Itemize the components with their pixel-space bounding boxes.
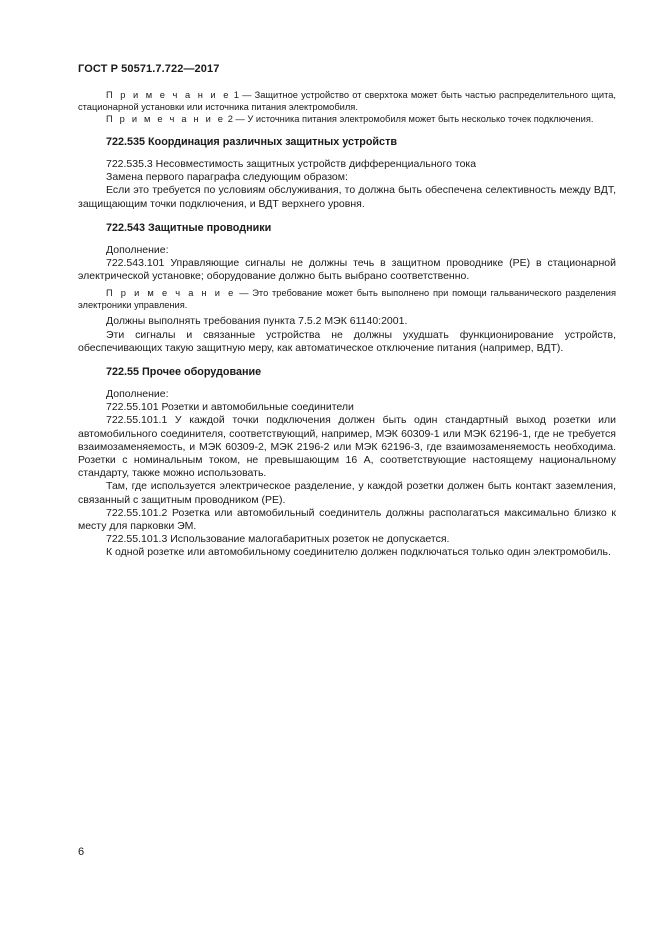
note-text: 2 — У источника питания электромобиля может быть несколько точек подключения. bbox=[225, 114, 594, 124]
paragraph: 722.55.101 Розетки и автомобильные соединители bbox=[106, 401, 354, 414]
note-label: П р и м е ч а н и е bbox=[106, 288, 236, 299]
note-text: 1 — Защитное устройство от сверхтока может быть частью распределительного щита, стационарной установки или источника питания электромобиля. bbox=[78, 90, 617, 112]
note-text: — Это требование может быть выполнено при помощи гальванического разделения электроники управления. bbox=[78, 288, 616, 311]
paragraph: Если это требуется по условиям обслуживания, то должна быть обеспечена селективность между ВДТ, защищающим точки подключения, и ВДТ верхнего уровня. bbox=[78, 184, 616, 210]
paragraph: Дополнение: bbox=[106, 388, 169, 401]
note-3 bbox=[78, 287, 616, 311]
paragraph: Дополнение: bbox=[106, 243, 169, 256]
paragraph: Замена первого параграфа следующим образом: bbox=[106, 171, 348, 184]
paragraph: Там, где используется электрическое разделение, у каждой розетки должен быть контакт заземления, связанный с защитным проводником (PE). bbox=[78, 480, 616, 506]
document-header: ГОСТ Р 50571.7.722—2017 bbox=[78, 63, 220, 75]
page-number: 6 bbox=[78, 846, 85, 858]
paragraph: 722.55.101.3 Использование малогабаритных розеток не допускается. bbox=[106, 533, 450, 546]
document-body bbox=[78, 89, 616, 560]
paragraph: 722.543.101 Управляющие сигналы не должны течь в защитном проводнике (PE) в стационарной электрической установке; оборудование должно быть выбрано соответственно. bbox=[78, 257, 616, 283]
paragraph: 722.535.3 Несовместимость защитных устройств дифференциального тока bbox=[106, 158, 477, 170]
section-heading-722-535: 722.535 Координация различных защитных устройств bbox=[106, 136, 397, 148]
paragraph: Эти сигналы и связанные устройства не должны ухудшать функционирование устройств, обеспечивающих такую защитную меру, как автоматическое отключение питания (например, ВДТ). bbox=[78, 328, 616, 354]
section-heading-722-55: 722.55 Прочее оборудование bbox=[106, 366, 262, 379]
paragraph: Должны выполнять требования пункта 7.5.2 МЭК 61140:2001. bbox=[106, 315, 408, 328]
paragraph: К одной розетке или автомобильному соединителю должен подключаться только один электромобиль. bbox=[106, 546, 611, 559]
note-label: П р и м е ч а н и е bbox=[106, 114, 226, 124]
note-1 bbox=[78, 89, 616, 113]
paragraph: 722.55.101.1 У каждой точки подключения должен быть один стандартный выход розетки или автомобильного соединителя, соответствующий, например, МЭК 60309-1 или МЭК 62196-1, где не требуется взаимозаменяемость, и МЭК 60309-2, МЭК 2196-2 или МЭК 62196-3, где взаимозаменяемость необходима. Розетки с номинальным током, не превышающим 16 А, соответствующие настоящему национальному стандарту, также можно использовать. bbox=[78, 414, 616, 480]
paragraph: 722.55.101.2 Розетка или автомобильный соединитель должны располагаться максимально близко к месту для парковки ЭМ. bbox=[78, 506, 616, 533]
note-label: П р и м е ч а н и е bbox=[106, 90, 231, 100]
section-heading-722-543: 722.543 Защитные проводники bbox=[106, 221, 272, 234]
note-2 bbox=[78, 113, 616, 125]
